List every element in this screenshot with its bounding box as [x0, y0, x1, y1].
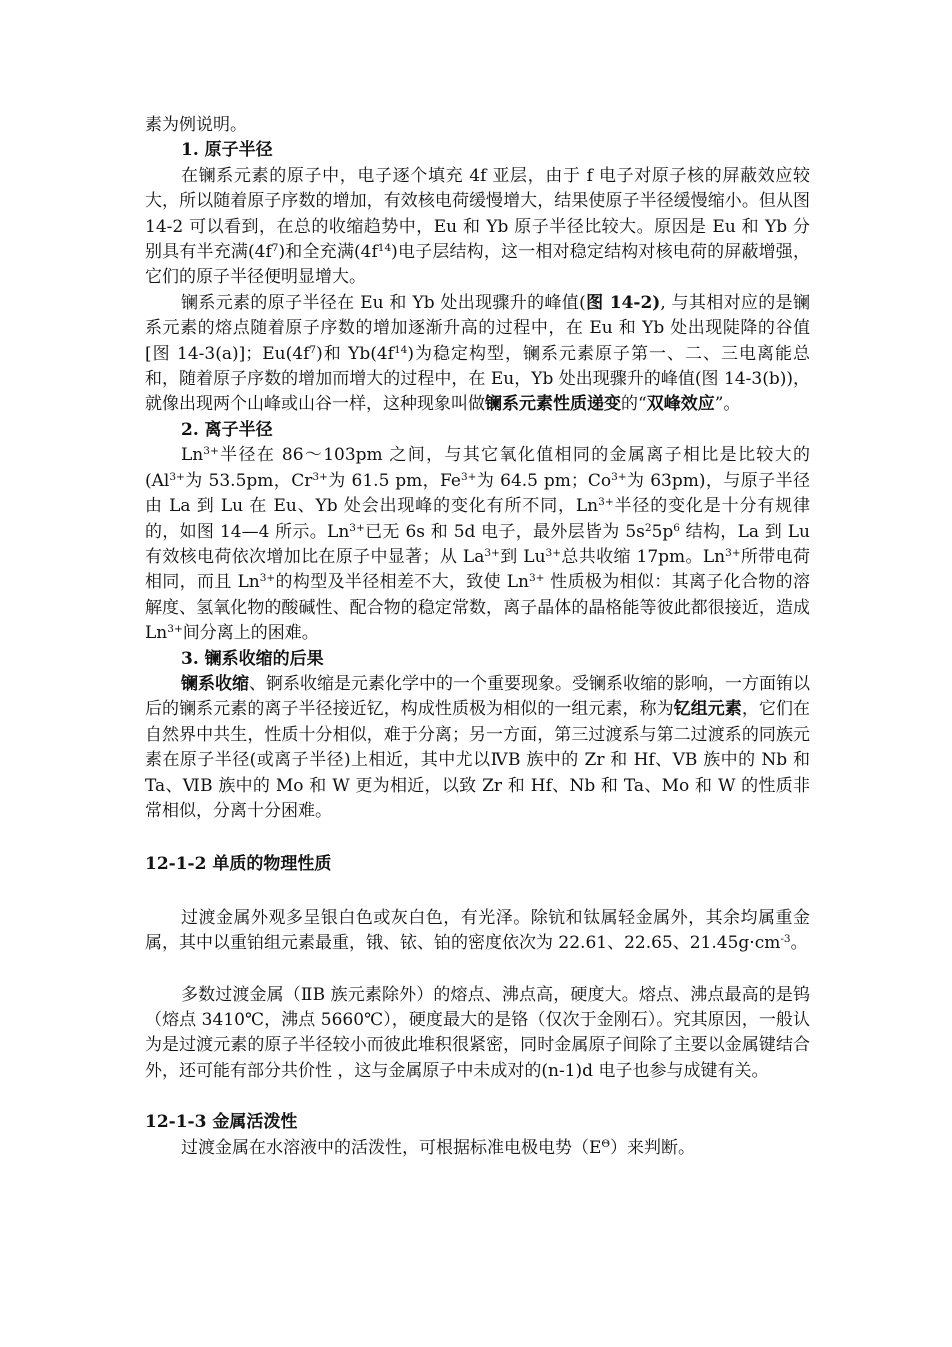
paragraph-physical-properties-2: 多数过渡金属（ⅡB 族元素除外）的熔点、沸点高，硬度大。熔点、沸点最高的是钨（熔点 3410℃，沸点 5660℃），硬度最大的是铬（仅次于金刚石）。究其原因，一般认为是过渡元素的原子半径较小而彼此堆积很紧密，同时金属原子间除了主要以金属键结合外，还可能有部分共价性 ，这与金属原子中未成对的(n-1)d 电子也参与成键有关。 — [145, 984, 810, 1081]
section-heading-metal-activity: 12-1-3 金属活泼性 — [145, 1112, 298, 1133]
paragraph-metal-activity: 过渡金属在水溶液中的活泼性，可根据标准电极电势$(E^\Theta)$来判断。 — [181, 1137, 696, 1158]
paragraph-ionic-radius: $Ln^{3+}$半径在 86～103pm 之间，与其它氧化值相同的金属离子相比是比较大的($Al^{3+}$为 53.5pm，$Cr^{3+}$为 61.5 pm，$Fe^{3+}$为 64.5 pm；$Co^{3+}$为 63pm)，与原子半径由 La 到 Lu 在 Eu、Yb 处会出现峰的变化有所不同，$Ln^{3+}$半径的变化是十分有规律的，如图 14—4 所示。$Ln^{3+}$已无 6s 和 5d 电子，最外层皆为 $5s^25p^6$ 结构，La 到 Lu 有效核电荷依次增加比在原子中显著；从 $La^{3+}$到 $Lu^{3+}$总共收缩 17pm。$Ln^{3+}$所带电荷相同，而且 $Ln^{3+}$的构型及半径相差不大，致使 $Ln^{3+}$ 性质极为相似：其离子化合物的溶解度、氢氧化物的酸碱性、配合物的稳定常数，离子晶体的晶格能等彼此都很接近，造成 $Ln^{3+}$间分离上的困难。 — [145, 445, 811, 644]
heading-ionic-radius: 2. 离子半径 — [181, 419, 273, 440]
heading-atomic-radius: 1. 原子半径 — [181, 140, 273, 161]
spacer — [145, 878, 810, 906]
spacer — [145, 824, 810, 852]
heading-lanthanide-contraction: 3. 镧系收缩的后果 — [181, 648, 324, 669]
spacer — [145, 1084, 810, 1110]
document-page — [145, 113, 810, 1161]
spacer — [145, 957, 810, 983]
section-heading-physical-properties: 12-1-2 单质的物理性质 — [145, 854, 332, 875]
intro-line: 素为例说明。 — [145, 115, 247, 135]
paragraph-lanthanide-contraction: 镧系收缩、锕系收缩是元素化学中的一个重要现象。受镧系收缩的影响，一方面铕以后的镧系元素的离子半径接近钇，构成性质极为相似的一组元素，称为钇组元素，它们在自然界中共生，性质十分相似，难于分离；另一方面，第三过渡系与第二过渡系的同族元素在原子半径(或离子半径)上相近，其中尤以ⅣB 族中的 Zr 和 Hf、VB 族中的 Nb 和 Ta、ⅥB 族中的 Mo 和 W 更为相近，以致 Zr 和 Hf、Nb 和 Ta、Mo 和 W 的性质非常相似，分离十分困难。 — [145, 673, 811, 821]
paragraph-atomic-radius-2: 镧系元素的原子半径在 Eu 和 Yb 处出现骤升的峰值(图 14-2), 与其相对应的是镧系元素的熔点随着原子序数的增加逐渐升高的过程中，在 Eu 和 Yb 处出现陡降的谷值[图 14-3(a)]；$Eu(4f^7)$和 $Yb(4f^{14})$为稳定构型，镧系元素原子第一、二、三电离能总和，随着原子序数的增加而增大的过程中，在 Eu，Yb 处出现骤升的峰值(图 14-3(b))，就像出现两个山峰或山谷一样，这种现象叫做镧系元素性质递变的“双峰效应”。 — [145, 292, 810, 415]
paragraph-physical-properties-1: 过渡金属外观多呈银白色或灰白色，有光泽。除钪和钛属轻金属外，其余均属重金属，其中以重铂组元素最重，锇、铱、铂的密度依次为 22.61、22.65、$21.45g\cdot cm^{-3}$。 — [145, 907, 810, 954]
paragraph-atomic-radius-1: 在镧系元素的原子中，电子逐个填充 4f 亚层，由于 f 电子对原子核的屏蔽效应较大，所以随着原子序数的增加，有效核电荷缓慢增大，结果使原子半径缓慢缩小。但从图 14-2 可以看到，在总的收缩趋势中，Eu 和 Yb 原子半径比较大。原因是 Eu 和 Yb 分别具有半充满$(4f^7)$和全充满$(4f^{14})$电子层结构，这一相对稳定结构对核电荷的屏蔽增强，它们的原子半径便明显增大。 — [145, 165, 810, 288]
